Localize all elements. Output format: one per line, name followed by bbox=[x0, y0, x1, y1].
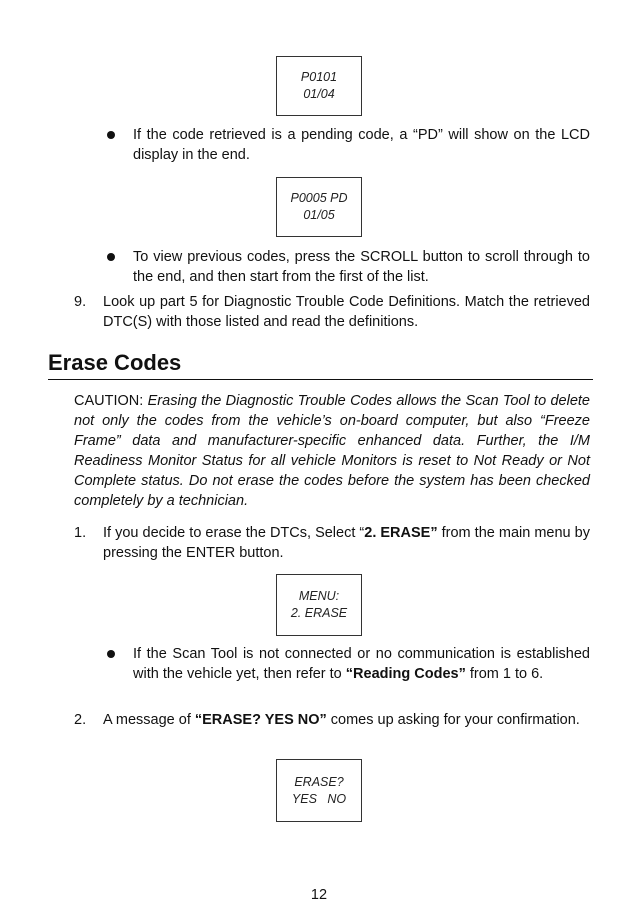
step-text-post: comes up asking for your confirmation. bbox=[326, 712, 580, 728]
lcd-line: P0005 PD bbox=[290, 191, 348, 205]
lcd-display-code bbox=[276, 56, 362, 116]
lcd-line: ERASE? bbox=[294, 774, 344, 789]
bullet-text: To view previous codes, press the SCROLL button to scroll through to the end, and then start from the first of the list. bbox=[133, 249, 590, 285]
step-text-pre: If you decide to erase the DTCs, Select “ bbox=[103, 525, 365, 541]
step-text: Look up part 5 for Diagnostic Trouble Code Definitions. Match the retrieved DTC(S) with those listed and read the definitions. bbox=[103, 294, 590, 330]
bullet-icon bbox=[107, 253, 115, 261]
lcd-line: 01/04 bbox=[303, 87, 335, 101]
bullet-icon bbox=[107, 131, 115, 139]
bullet-icon bbox=[107, 650, 115, 658]
lcd-display-pending bbox=[276, 177, 362, 237]
lcd-display-menu bbox=[276, 574, 362, 636]
step-text bbox=[103, 710, 590, 730]
step-text bbox=[103, 523, 590, 563]
bullet-text-pre: If the Scan Tool is not connected or no communication is established with the vehicle yet, then refer to bbox=[133, 646, 590, 682]
bullet-text-bold: “Reading Codes” bbox=[345, 666, 466, 682]
step-number: 9. bbox=[74, 294, 87, 310]
page-number: 12 bbox=[310, 887, 328, 903]
lcd-line: 01/05 bbox=[303, 208, 335, 222]
step-number: 1. bbox=[74, 525, 87, 541]
lcd-line: 2. ERASE bbox=[290, 606, 348, 620]
step-number: 2. bbox=[74, 712, 87, 728]
caution-text: Erasing the Diagnostic Trouble Codes allows the Scan Tool to delete not only the codes from the vehicle’s on-board computer, but also “Freeze Frame” data and manufacturer-specific enhanced data. Further, the I/M Readiness Monitor Status for all vehicle Monitors is reset to Not Ready or Not Complete status. Do not erase the codes before the system has been checked completely by a technician. bbox=[74, 393, 590, 509]
section-title: Erase Codes bbox=[48, 350, 182, 375]
caution-paragraph bbox=[74, 391, 590, 511]
section-divider bbox=[48, 379, 593, 380]
lcd-line: MENU: bbox=[298, 589, 340, 603]
step-text-post: from the main menu by pressing the ENTER button. bbox=[103, 525, 590, 561]
bullet-text: If the code retrieved is a pending code, a “PD” will show on the LCD display in the end. bbox=[133, 127, 590, 163]
lcd-line: YES NO bbox=[291, 791, 347, 806]
caution-label: CAUTION: bbox=[74, 393, 148, 409]
lcd-display-erase bbox=[276, 759, 362, 822]
bullet-text-post: from 1 to 6. bbox=[465, 666, 544, 682]
lcd-line: P0101 bbox=[300, 70, 338, 84]
step-text-pre: A message of bbox=[103, 712, 195, 728]
bullet-text bbox=[133, 644, 590, 684]
step-text-bold: “ERASE? YES NO” bbox=[194, 712, 327, 728]
step-text-bold: 2. ERASE” bbox=[364, 525, 438, 541]
